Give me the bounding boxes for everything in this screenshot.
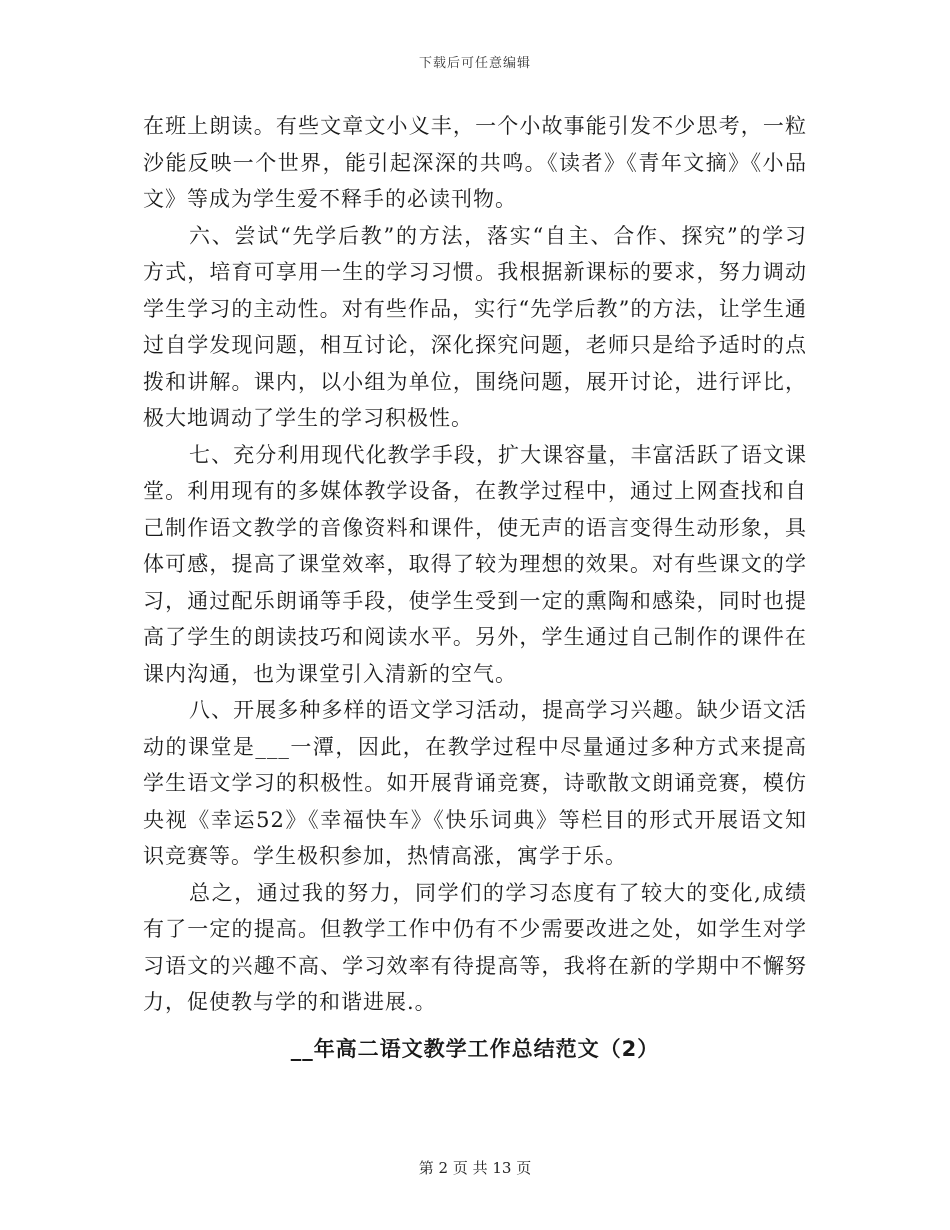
paragraph-section-six: 六、尝试“先学后教”的方法，落实“自主、合作、探究”的学习方式，培育可享用一生的学习习惯。我根据新课标的要求，努力调动学生学习的主动性。对有些作品，实行“先学后教”的方法，让学生通过自学发现问题，相互讨论，深化探究问题，老师只是给予适时的点拨和讲解。课内，以小组为单位，围绕问题，展开讨论，进行评比，极大地调动了学生的学习积极性。 xyxy=(143,223,807,430)
paragraph-continued: 在班上朗读。有些文章文小义丰，一个小故事能引发不少思考，一粒沙能反映一个世界，能引起深深的共鸣。《读者》《青年文摘》《小品文》等成为学生爱不释手的必读刊物。 xyxy=(143,114,807,211)
paragraph-conclusion: 总之，通过我的努力，同学们的学习态度有了较大的变化,成绩有了一定的提高。但教学工作中仍有不少需要改进之处，如学生对学习语文的兴趣不高、学习效率有待提高等，我将在新的学期中不懈努力，促使教与学的和谐进展.。 xyxy=(143,880,807,1014)
page-footer: 第 2 页 共 13 页 xyxy=(418,1159,532,1177)
paragraph-section-eight: 八、开展多种多样的语文学习活动，提高学习兴趣。缺少语文活动的课堂是___一潭，因此，在教学过程中尽量通过多种方式来提高学生语文学习的积极性。如开展背诵竞赛，诗歌散文朗诵竞赛，模仿央视《幸运52》《幸福快车》《快乐词典》等栏目的形式开展语文知识竞赛等。学生极积参加，热情高涨，寓学于乐。 xyxy=(143,698,807,868)
document-body xyxy=(143,108,807,1067)
section-title: __年高二语文教学工作总结范文（2） xyxy=(290,1036,660,1061)
page-header: 下载后可任意编辑 xyxy=(418,56,531,71)
paragraph-section-seven: 七、充分利用现代化教学手段，扩大课容量，丰富活跃了语文课堂。利用现有的多媒体教学设备，在教学过程中，通过上网查找和自己制作语文教学的音像资料和课件，使无声的语言变得生动形象，具体可感，提高了课堂效率，取得了较为理想的效果。对有些课文的学习，通过配乐朗诵等手段，使学生受到一定的熏陶和感染，同时也提高了学生的朗读技巧和阅读水平。另外，学生通过自己制作的课件在课内沟通，也为课堂引入清新的空气。 xyxy=(143,442,807,686)
